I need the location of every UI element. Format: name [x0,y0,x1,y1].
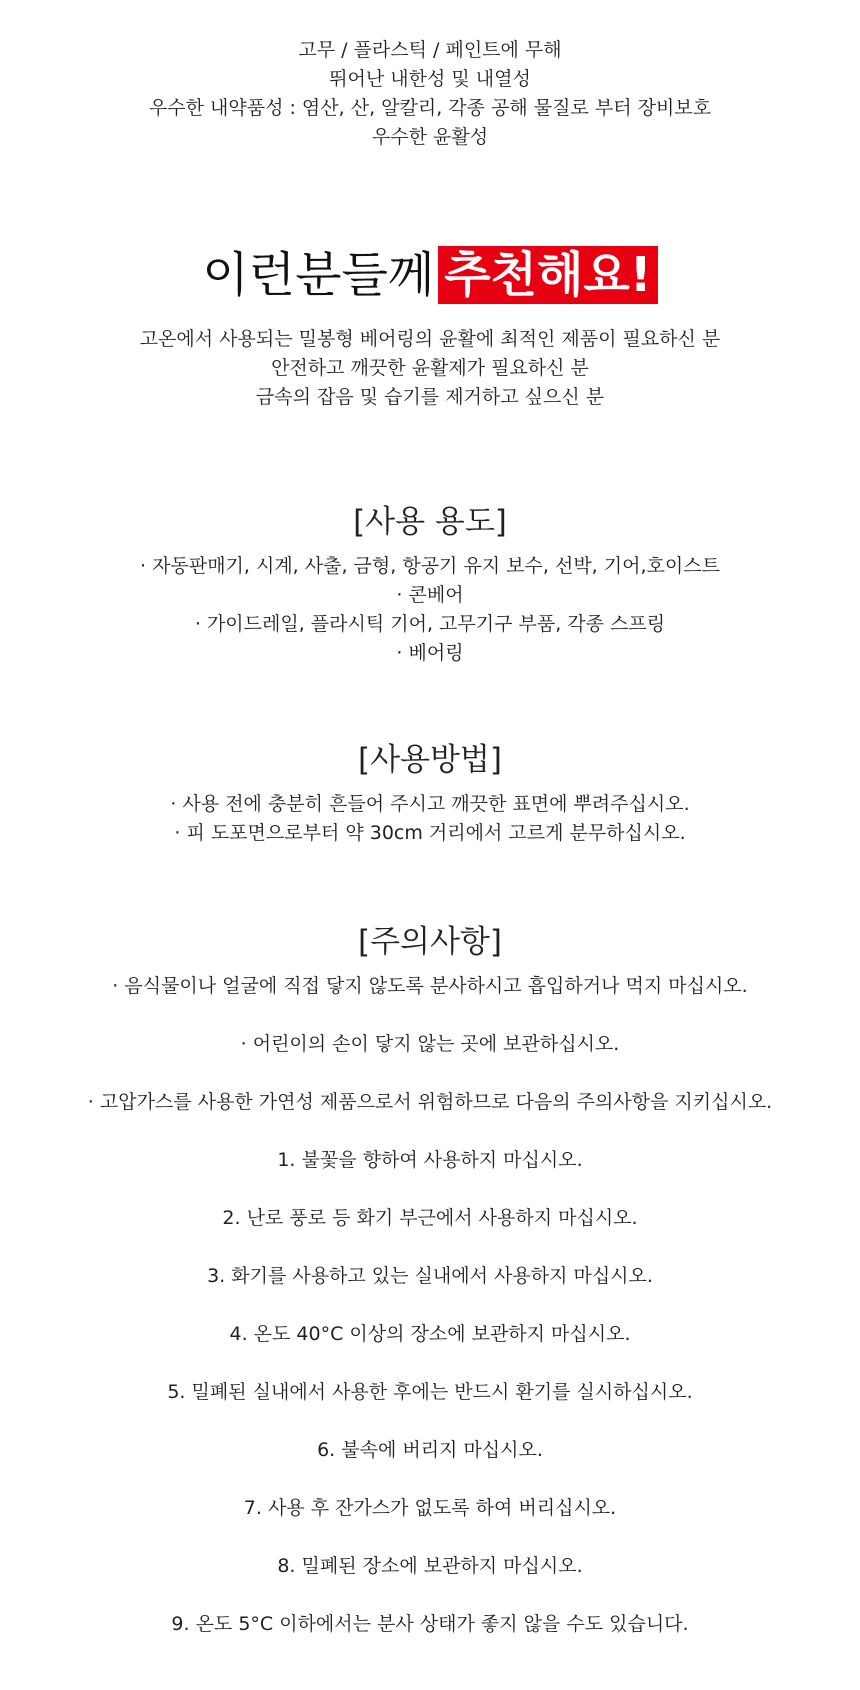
usage-line: · 자동판매기, 시계, 사출, 금형, 항공기 유지 보수, 선박, 기어,호이스트 [140,555,720,577]
caution-line: · 어린이의 손이 닿지 않는 곳에 보관하십시오. [240,1033,620,1055]
usage-line: · 콘베어 [396,584,464,606]
feature-line: 고무 / 플라스틱 / 페인트에 무해 [298,39,562,61]
usage-section [0,502,860,668]
feature-line: 우수한 윤활성 [371,126,489,148]
caution-line: · 음식물이나 얼굴에 직접 닿지 않도록 분사하시고 흡입하거나 먹지 마십시오. [112,975,748,997]
caution-line: 4. 온도 40°C 이상의 장소에 보관하지 마십시오. [229,1323,631,1345]
method-section [0,740,860,848]
recommend-list [0,325,860,412]
usage-title: [사용 용도] [353,504,507,540]
feature-line: 우수한 내약품성 : 염산, 산, 알칼리, 각종 공해 물질로 부터 장비보호 [148,97,712,119]
caution-line: · 고압가스를 사용한 가연성 제품으로서 위험하므로 다음의 주의사항을 지키십시오. [87,1091,773,1113]
method-line: · 사용 전에 충분히 흔들어 주시고 깨끗한 표면에 뿌려주십시오. [170,793,690,815]
caution-line: 2. 난로 풍로 등 화기 부근에서 사용하지 마십시오. [222,1207,638,1229]
recommend-headline [0,240,860,307]
recommend-line: 금속의 잡음 및 습기를 제거하고 싶으신 분 [255,386,605,408]
method-line: · 피 도포면으로부터 약 30cm 거리에서 고르게 분무하십시오. [174,822,686,844]
caution-line: 1. 불꽃을 향하여 사용하지 마십시오. [277,1149,583,1171]
recommend-line: 고온에서 사용되는 밀봉형 베어링의 윤활에 최적인 제품이 필요하신 분 [139,328,721,350]
usage-line: · 가이드레일, 플라시틱 기어, 고무기구 부품, 각종 스프링 [194,613,666,635]
caution-line: 3. 화기를 사용하고 있는 실내에서 사용하지 마십시오. [207,1265,653,1287]
caution-line: 5. 밀폐된 실내에서 사용한 후에는 반드시 환기를 실시하십시오. [167,1381,693,1403]
feature-line: 뛰어난 내한성 및 내열성 [329,68,531,90]
caution-line: 8. 밀폐된 장소에 보관하지 마십시오. [277,1555,583,1577]
caution-title: [주의사항] [358,924,502,960]
headline-highlight: 추천해요! [438,246,657,304]
feature-list [0,36,860,152]
method-title: [사용방법] [358,742,502,778]
headline-text: 이런분들께 [202,247,435,303]
caution-line: 6. 불속에 버리지 마십시오. [317,1439,543,1461]
caution-line: 9. 온도 5°C 이하에서는 분사 상태가 좋지 않을 수도 있습니다. [171,1613,689,1635]
caution-line: 7. 사용 후 잔가스가 없도록 하여 버리십시오. [243,1497,617,1519]
usage-line: · 베어링 [396,642,464,664]
recommend-line: 안전하고 깨끗한 윤활제가 필요하신 분 [271,357,589,379]
caution-section [0,922,860,1668]
